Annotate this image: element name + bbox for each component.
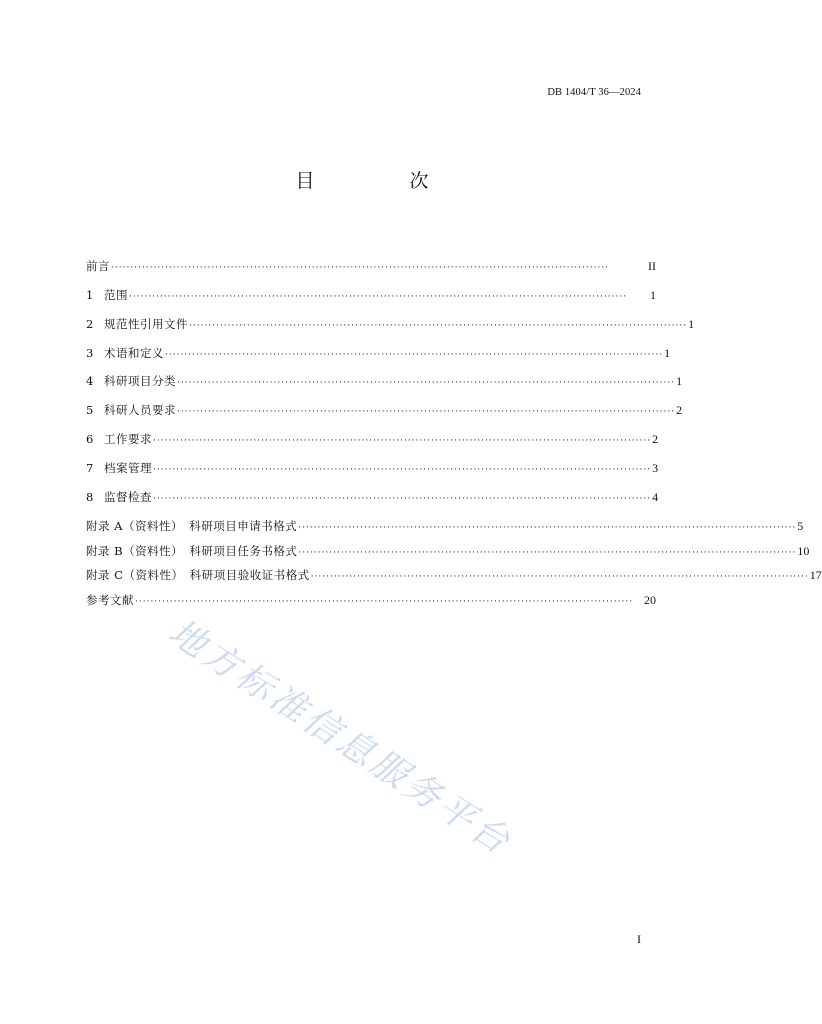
toc-entry-number: 1 — [86, 288, 94, 302]
toc-entry-label: 规范性引用文件 — [104, 317, 188, 331]
toc-entry-3[interactable] — [86, 342, 671, 364]
toc-entry-appendix-a[interactable] — [86, 515, 804, 537]
toc-entry-page: 17 — [809, 568, 822, 582]
standard-number: DB 1404/T 36—2024 — [547, 87, 641, 98]
toc-entry-label: 前言 — [86, 259, 110, 273]
toc-entry-label: 科研人员要求 — [104, 403, 176, 417]
toc-entry-6[interactable] — [86, 428, 659, 450]
toc-entry-page: II — [648, 259, 656, 273]
toc-entry-number: 6 — [86, 432, 94, 446]
toc-entry-page: 1 — [676, 374, 683, 388]
toc-entry-number: 2 — [86, 317, 94, 331]
toc-leader: ································································································································· — [298, 548, 797, 558]
toc-leader: ································································································································· — [298, 523, 797, 533]
toc-entry-label: 附录 A（资料性） 科研项目申请书格式 — [86, 519, 298, 533]
toc-entry-label: 档案管理 — [104, 461, 152, 475]
toc-entry-label: 术语和定义 — [104, 346, 164, 360]
toc-entry-page: 20 — [644, 593, 656, 607]
toc-leader: ································································································································· — [310, 572, 809, 582]
toc-entry-label: 附录 B（资料性） 科研项目任务书格式 — [86, 544, 298, 558]
toc-entry-appendix-c[interactable] — [86, 564, 822, 586]
toc-entry-page: 2 — [676, 403, 683, 417]
toc-leader: ································································································································· — [165, 350, 664, 360]
toc-entry-number: 5 — [86, 403, 94, 417]
toc-entry-1[interactable] — [86, 284, 656, 306]
toc-entry-label: 科研项目分类 — [104, 374, 176, 388]
page-title: 目 次 — [295, 170, 467, 192]
watermark: 地方标准信息服务平台 — [161, 611, 520, 864]
toc-entry-number: 7 — [86, 461, 94, 475]
toc-entry-label: 监督检查 — [104, 490, 152, 504]
page-number: I — [637, 932, 641, 946]
toc-entry-appendix-b[interactable] — [86, 540, 810, 562]
toc-entry-number: 4 — [86, 374, 94, 388]
toc-leader: ································································································································· — [111, 263, 610, 273]
toc-entry-4[interactable] — [86, 370, 683, 392]
toc-leader: ································································································································· — [177, 407, 676, 417]
toc-entry-page: 3 — [652, 461, 659, 475]
toc-entry-number: 8 — [86, 490, 94, 504]
toc-leader: ································································································································· — [153, 494, 652, 504]
toc-entry-5[interactable] — [86, 399, 683, 421]
toc-leader: ································································································································· — [189, 321, 688, 331]
toc-entry-8[interactable] — [86, 486, 659, 508]
toc-entry-label: 参考文献 — [86, 593, 134, 607]
toc-leader: ································································································································· — [177, 378, 676, 388]
toc-entry-page: 1 — [688, 317, 695, 331]
toc-entry-references[interactable] — [86, 589, 656, 611]
toc-entry-foreword[interactable] — [86, 255, 656, 277]
toc-entry-7[interactable] — [86, 457, 659, 479]
toc-entry-2[interactable] — [86, 313, 695, 335]
toc-entry-label: 范围 — [104, 288, 128, 302]
toc-entry-page: 2 — [652, 432, 659, 446]
toc-entry-page: 5 — [797, 519, 804, 533]
toc-entry-page: 4 — [652, 490, 659, 504]
toc-entry-page: 1 — [664, 346, 671, 360]
toc-leader: ································································································································· — [129, 292, 628, 302]
toc-leader: ································································································································· — [135, 597, 634, 607]
toc-entry-label: 附录 C（资料性） 科研项目验收证书格式 — [86, 568, 310, 582]
toc-entry-page: 10 — [797, 544, 810, 558]
toc-entry-number: 3 — [86, 346, 94, 360]
toc-entry-label: 工作要求 — [104, 432, 152, 446]
toc-leader: ································································································································· — [153, 465, 652, 475]
toc-entry-page: 1 — [650, 288, 656, 302]
toc-leader: ································································································································· — [153, 436, 652, 446]
